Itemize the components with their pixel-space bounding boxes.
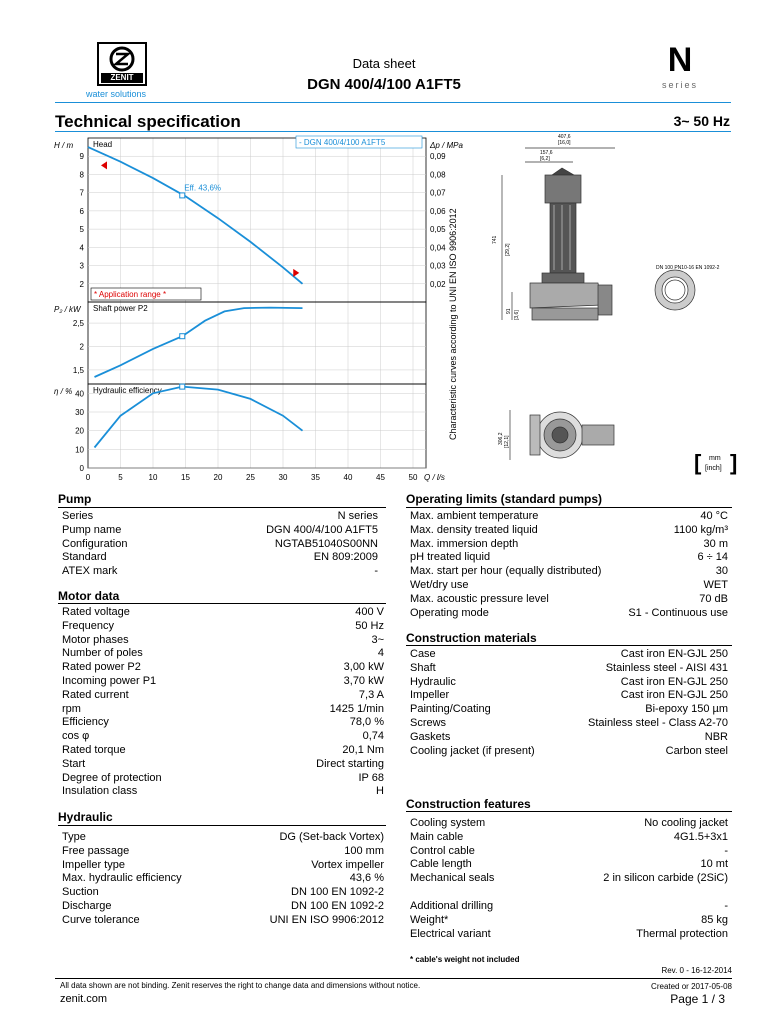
y-tick-label: 2 <box>79 342 84 352</box>
dim-depth: 306,2 <box>498 432 504 445</box>
logo-text: ZENIT <box>110 73 134 82</box>
curve-0 <box>88 147 303 284</box>
x-axis-label: Q / l/s <box>424 473 445 482</box>
units-bracket <box>694 450 737 475</box>
spec-key: Weight* <box>410 913 449 926</box>
spec-key: Shaft <box>410 661 436 674</box>
spec-value: N series <box>337 510 378 522</box>
spec-row <box>410 745 728 758</box>
spec-key: Screws <box>410 717 447 729</box>
spec-value: 6 ÷ 14 <box>697 551 728 564</box>
spec-value: Bi-epoxy 150 µm <box>645 703 728 716</box>
legend-label: - DGN 400/4/100 A1FT5 <box>299 138 386 147</box>
efficiency-label: Eff. 43,6% <box>184 183 222 193</box>
right-tick-label: 0,03 <box>430 261 446 271</box>
spec-value: 40 °C <box>700 510 728 522</box>
panel-name: Hydraulic efficiency <box>93 386 162 395</box>
spec-row <box>410 731 728 744</box>
spec-key: Series <box>62 510 94 522</box>
y-axis-label: η / % <box>54 387 73 396</box>
range-end-flag <box>293 269 299 277</box>
motor-section-title: Motor data <box>58 589 120 603</box>
spec-row <box>410 817 728 830</box>
spec-key: Case <box>410 648 436 660</box>
y-tick-label: 8 <box>79 170 84 180</box>
series-letter: N <box>667 41 693 79</box>
hydraulic-rule <box>58 825 386 826</box>
best-efficiency-marker <box>180 193 185 198</box>
pump-section-title: Pump <box>58 492 92 506</box>
spec-row <box>410 607 728 620</box>
y-tick-label: 30 <box>75 408 84 417</box>
range-start-flag <box>101 161 107 169</box>
spec-value: NBR <box>704 730 728 743</box>
spec-key: Wet/dry use <box>410 579 469 591</box>
tagline: water solutions <box>86 89 147 99</box>
spec-key: Start <box>62 757 86 770</box>
spec-value: Cast iron EN-GJL 250 <box>620 675 728 688</box>
spec-key: Suction <box>62 886 99 899</box>
spec-value: 0,74 <box>362 730 384 743</box>
spec-key: Max. start per hour (equally distributed) <box>410 565 602 578</box>
spec-key: Type <box>62 831 86 843</box>
frequency-label: 3~ 50 Hz <box>673 113 730 129</box>
spec-value: 400 V <box>355 606 384 618</box>
spec-row <box>62 716 384 729</box>
flange-label: DN 100 PN10-16 EN 1092-2 <box>656 265 720 271</box>
application-range-label: * Application range * <box>94 290 167 299</box>
spec-key: Frequency <box>62 619 114 632</box>
spec-key: Gaskets <box>410 730 451 743</box>
y-tick-label: 6 <box>79 206 84 216</box>
features-section-title: Construction features <box>406 797 531 811</box>
spec-row <box>62 620 384 633</box>
spec-key: Max. acoustic pressure level <box>410 592 549 605</box>
limits-section-title: Operating limits (standard pumps) <box>406 492 603 506</box>
spec-value: 43,6 % <box>349 872 384 885</box>
spec-value: 20,1 Nm <box>342 744 384 756</box>
spec-key: Main cable <box>410 830 464 843</box>
y-tick-label: 10 <box>75 445 84 455</box>
spec-value: DN 100 EN 1092-2 <box>291 900 384 912</box>
performance-chart <box>52 134 472 494</box>
spec-value: 10 mt <box>700 858 728 871</box>
spec-row <box>410 676 728 689</box>
page-number: Page 1 / 3 <box>670 992 725 1006</box>
spec-value: 2 in silicon carbide (2SiC) <box>603 872 728 885</box>
spec-value: 50 Hz <box>355 619 384 632</box>
created-date: Created or 2017-05-08 <box>651 982 732 991</box>
spec-key: Efficiency <box>62 716 109 729</box>
spec-value: H <box>376 785 384 798</box>
right-tick-label: 0,07 <box>430 188 446 198</box>
spec-value: 30 m <box>703 537 728 550</box>
right-tick-label: 0,05 <box>430 225 446 235</box>
spec-key: Standard <box>62 551 107 564</box>
spec-row <box>410 858 728 871</box>
x-tick-label: 40 <box>343 473 353 482</box>
x-tick-label: 35 <box>311 473 320 482</box>
spec-key: Rated power P2 <box>62 661 141 674</box>
spec-row <box>410 510 728 523</box>
spec-value: 1100 kg/m³ <box>673 523 728 536</box>
spec-row <box>62 634 384 647</box>
right-tick-label: 0,09 <box>430 152 446 162</box>
spec-row <box>62 758 384 771</box>
spec-row <box>410 689 728 702</box>
best-efficiency-marker <box>180 384 185 389</box>
pump-rule <box>58 507 386 508</box>
curve-2 <box>95 387 303 448</box>
x-tick-label: 25 <box>246 473 255 482</box>
spec-value: IP 68 <box>358 771 384 784</box>
spec-value: DN 100 EN 1092-2 <box>291 886 384 899</box>
spec-row <box>410 524 728 537</box>
spec-row <box>410 845 728 858</box>
spec-value: 1425 1/min <box>329 702 384 715</box>
y-axis-label: H / m <box>54 141 74 150</box>
x-tick-label: 0 <box>85 473 91 482</box>
spec-key: Motor phases <box>62 633 129 646</box>
spec-row <box>410 565 728 578</box>
spec-row <box>62 565 378 578</box>
x-tick-label: 45 <box>376 473 385 482</box>
spec-row <box>62 845 384 858</box>
spec-value: 100 mm <box>344 844 384 857</box>
spec-value: Thermal protection <box>636 927 728 940</box>
spec-row <box>62 831 384 844</box>
y-tick-label: 2 <box>79 279 84 289</box>
spec-row <box>62 647 384 660</box>
spec-row <box>410 914 728 927</box>
spec-value: Direct starting <box>316 757 384 770</box>
spec-key: Rated torque <box>62 744 126 756</box>
spec-value: EN 809:2009 <box>313 551 378 564</box>
spec-row <box>62 872 384 885</box>
spec-key: Max. ambient temperature <box>410 510 539 522</box>
panel-frame <box>88 138 426 302</box>
dim-half-width-in: [6,2] <box>540 156 550 162</box>
panel-name: Head <box>93 140 113 149</box>
dim-half-width: 157,6 <box>540 150 553 156</box>
disclaimer: All data shown are not binding. Zenit reserves the right to change data and dimensions without notice. <box>60 981 421 990</box>
spec-value: 85 kg <box>701 913 728 926</box>
right-tick-label: 0,04 <box>430 243 446 253</box>
spec-value: Stainless steel - AISI 431 <box>605 661 728 674</box>
spec-value: Vortex impeller <box>311 858 384 871</box>
x-tick-label: 30 <box>278 473 288 482</box>
spec-value: UNI EN ISO 9906:2012 <box>269 913 384 926</box>
dim-height-in: [29,2] <box>505 243 511 256</box>
spec-value: Stainless steel - Class A2-70 <box>587 717 728 729</box>
spec-key: Hydraulic <box>410 675 456 688</box>
spec-row <box>410 928 728 941</box>
model-name: DGN 400/4/100 A1FT5 <box>307 76 461 93</box>
dim-base: 91 <box>506 308 512 314</box>
spec-key: Pump name <box>62 523 122 536</box>
panel-frame <box>88 384 426 468</box>
spec-value: 78,0 % <box>349 716 384 729</box>
spec-row <box>62 703 384 716</box>
spec-value: Cast iron EN-GJL 250 <box>620 648 728 660</box>
dim-width-total-in: [16,0] <box>558 140 571 146</box>
spec-value: NGTAB51040S00NN <box>274 537 378 550</box>
spec-value: 4G1.5+3x1 <box>673 830 728 843</box>
curve-1 <box>95 308 303 377</box>
spec-row <box>62 900 384 913</box>
spec-key: Configuration <box>62 537 128 550</box>
spec-row <box>62 661 384 674</box>
y-tick-label: 40 <box>75 389 84 399</box>
spec-key: Rated voltage <box>62 606 130 618</box>
spec-row <box>410 538 728 551</box>
spec-value: 3,70 kW <box>343 675 384 687</box>
spec-value: WET <box>703 579 728 591</box>
spec-key: ATEX mark <box>62 565 118 578</box>
spec-key: cos φ <box>62 730 90 743</box>
hydraulic-section-title: Hydraulic <box>58 810 113 824</box>
spec-key: Additional drilling <box>410 900 494 912</box>
best-efficiency-marker <box>180 334 185 339</box>
pump-drawing <box>490 130 740 480</box>
spec-key: Impeller <box>410 689 450 702</box>
spec-row <box>62 524 378 537</box>
x-tick-label: 50 <box>408 473 418 482</box>
spec-key: Max. immersion depth <box>410 537 519 550</box>
doc-title: Data sheet <box>352 56 416 71</box>
spec-key: Max. hydraulic efficiency <box>62 872 182 885</box>
y-tick-label: 20 <box>75 426 84 436</box>
weight-note: * cable's weight not included <box>410 955 520 964</box>
motor-rule <box>58 603 386 604</box>
spec-row <box>62 689 384 702</box>
units-mm: mm <box>709 455 721 462</box>
spec-key: Control cable <box>410 844 475 857</box>
x-tick-label: 5 <box>118 473 123 482</box>
spec-row <box>62 785 384 798</box>
spec-value: - <box>724 844 728 857</box>
spec-row <box>62 886 384 899</box>
svg-text:]: ] <box>730 450 738 475</box>
y-tick-label: 4 <box>79 243 84 253</box>
y-tick-label: 5 <box>79 225 84 235</box>
spec-key: Free passage <box>62 844 130 857</box>
dim-width-total: 407,6 <box>558 134 571 140</box>
spec-key: Degree of protection <box>62 771 162 784</box>
y-tick-label: 1,5 <box>72 365 84 375</box>
y-tick-label: 0 <box>79 464 84 473</box>
spec-row <box>410 900 728 913</box>
spec-value: No cooling jacket <box>644 817 728 829</box>
spec-row <box>410 717 728 730</box>
spec-key: Insulation class <box>62 785 138 798</box>
spec-row <box>62 551 378 564</box>
spec-row <box>410 648 728 661</box>
spec-row <box>62 914 384 927</box>
right-tick-label: 0,06 <box>430 206 446 216</box>
limits-rule <box>406 507 732 508</box>
spec-row <box>62 744 384 757</box>
spec-key: Number of poles <box>62 647 143 660</box>
spec-row <box>62 859 384 872</box>
spec-row <box>62 772 384 785</box>
spec-row <box>410 872 728 885</box>
spec-value: DGN 400/4/100 A1FT5 <box>266 523 378 536</box>
materials-section-title: Construction materials <box>406 631 537 645</box>
spec-row <box>410 593 728 606</box>
y-tick-label: 9 <box>79 152 84 162</box>
series-word: series <box>661 80 698 90</box>
panel-frame <box>88 302 426 384</box>
spec-key: Rated current <box>62 688 129 701</box>
spec-value: Carbon steel <box>665 744 728 757</box>
x-tick-label: 15 <box>181 473 190 482</box>
spec-value: S1 - Continuous use <box>628 606 728 619</box>
spec-value: Cast iron EN-GJL 250 <box>620 689 728 702</box>
spec-row <box>62 675 384 688</box>
spec-value: 30 <box>715 565 728 578</box>
spec-row <box>62 730 384 743</box>
spec-key: Impeller type <box>62 858 125 871</box>
svg-text:[: [ <box>694 450 702 475</box>
spec-key: Cable length <box>410 858 472 871</box>
spec-row <box>62 606 384 619</box>
revision: Rev. 0 - 16-12-2014 <box>661 966 732 975</box>
y-tick-label: 2,5 <box>72 319 84 329</box>
features-rule <box>406 811 732 812</box>
right-tick-label: 0,02 <box>430 279 446 289</box>
y-tick-label: 3 <box>79 261 84 271</box>
spec-value: - <box>724 900 728 912</box>
spec-row <box>62 538 378 551</box>
page-title: Technical specification <box>55 112 241 131</box>
dim-base-in: [3,6] <box>514 310 520 320</box>
dim-depth-in: [12,1] <box>504 435 510 448</box>
spec-key: Curve tolerance <box>62 913 140 926</box>
spec-key: Incoming power P1 <box>62 675 157 687</box>
spec-row <box>410 703 728 716</box>
site-link[interactable]: zenit.com <box>60 993 108 1005</box>
dim-height: 741 <box>492 235 498 244</box>
spec-value: - <box>374 565 378 578</box>
x-tick-label: 20 <box>213 473 223 482</box>
spec-value: 3~ <box>371 633 384 646</box>
spec-value: 70 dB <box>699 592 728 605</box>
spec-row <box>410 831 728 844</box>
materials-rule <box>406 645 732 646</box>
footer-rule <box>55 978 732 979</box>
x-tick-label: 10 <box>148 473 158 482</box>
spec-row <box>410 662 728 675</box>
spec-key: Painting/Coating <box>410 703 491 716</box>
spec-value: 4 <box>377 647 384 660</box>
y-axis-label: P₂ / kW <box>54 305 81 314</box>
spec-key: Operating mode <box>410 606 489 619</box>
panel-name: Shaft power P2 <box>93 304 148 313</box>
spec-value: 3,00 kW <box>343 661 384 674</box>
spec-key: pH treated liquid <box>410 551 491 564</box>
spec-row <box>410 579 728 592</box>
spec-key: Discharge <box>62 900 112 912</box>
spec-key: Max. density treated liquid <box>410 523 538 536</box>
spec-row <box>62 510 378 523</box>
spec-key: Cooling jacket (if present) <box>410 744 535 757</box>
spec-row <box>410 551 728 564</box>
spec-key: Cooling system <box>410 817 486 829</box>
y-tick-label: 7 <box>79 188 84 198</box>
spec-key: Mechanical seals <box>410 872 495 885</box>
spec-value: DG (Set-back Vortex) <box>279 831 384 843</box>
right-tick-label: 0,08 <box>430 170 446 180</box>
spec-value: 7,3 A <box>358 688 384 701</box>
header-divider <box>55 102 731 103</box>
right-axis-label: Δp / MPa <box>430 141 463 150</box>
units-inch: [inch] <box>705 465 722 472</box>
spec-key: Electrical variant <box>410 927 491 940</box>
spec-key: rpm <box>62 702 81 715</box>
